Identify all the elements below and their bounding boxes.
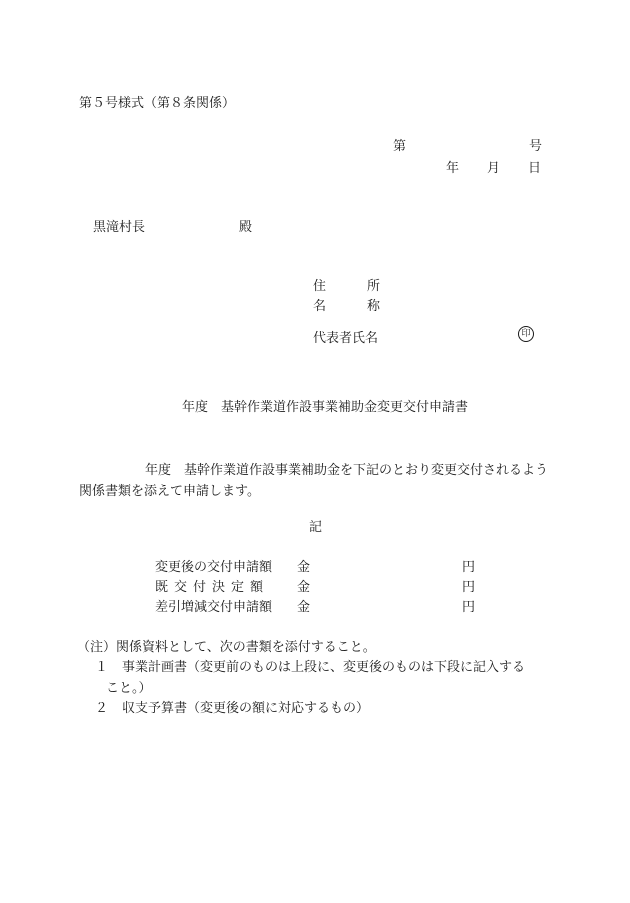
amount-row-kin: 金 bbox=[297, 600, 311, 615]
amount-row-yen: 円 bbox=[462, 580, 476, 595]
amount-row-label: 既交付決定額 bbox=[155, 580, 270, 595]
date-year-label: 年 bbox=[446, 161, 460, 176]
name-label-part1: 名 bbox=[313, 299, 327, 314]
notes-heading: （注）関係資料として、次の書類を添付すること。 bbox=[77, 640, 376, 655]
application-body-text: 年度 基幹作業道作設事業補助金を下記のとおり変更交付されるよう関係書類を添えて申請します。 bbox=[79, 463, 549, 499]
amount-row-yen: 円 bbox=[462, 560, 476, 575]
form-number: 第５号様式（第８条関係） bbox=[79, 96, 236, 111]
note-item-number: １ bbox=[95, 660, 109, 675]
address-label-part1: 住 bbox=[313, 279, 327, 294]
amount-row-label: 変更後の交付申請額 bbox=[155, 560, 273, 575]
date-day-label: 日 bbox=[528, 161, 542, 176]
addressee-honorific: 殿 bbox=[239, 220, 253, 235]
amount-row-label: 差引増減交付申請額 bbox=[155, 600, 273, 615]
note-item-continuation: こと。） bbox=[106, 681, 152, 696]
addressee-name: 黒滝村長 bbox=[93, 220, 146, 235]
date-month-label: 月 bbox=[487, 161, 501, 176]
note-item-number: ２ bbox=[95, 701, 109, 716]
document-number-suffix: 号 bbox=[529, 139, 543, 154]
note-item-text: 事業計画書（変更前のものは上段に、変更後のものは下段に記入する bbox=[122, 660, 526, 675]
document-number-prefix: 第 bbox=[393, 139, 407, 154]
note-item-text: 収支予算書（変更後の額に対応するもの） bbox=[122, 701, 370, 716]
amount-row-kin: 金 bbox=[297, 560, 311, 575]
document-title: 年度 基幹作業道作設事業補助金変更交付申請書 bbox=[182, 400, 469, 415]
amount-row-yen: 円 bbox=[462, 600, 476, 615]
representative-name-label: 代表者氏名 bbox=[313, 331, 379, 346]
amount-row-kin: 金 bbox=[297, 580, 311, 595]
seal-mark-icon: 印 bbox=[518, 326, 534, 342]
name-label-part2: 称 bbox=[367, 299, 381, 314]
ki-heading: 記 bbox=[309, 520, 323, 535]
address-label-part2: 所 bbox=[367, 279, 381, 294]
